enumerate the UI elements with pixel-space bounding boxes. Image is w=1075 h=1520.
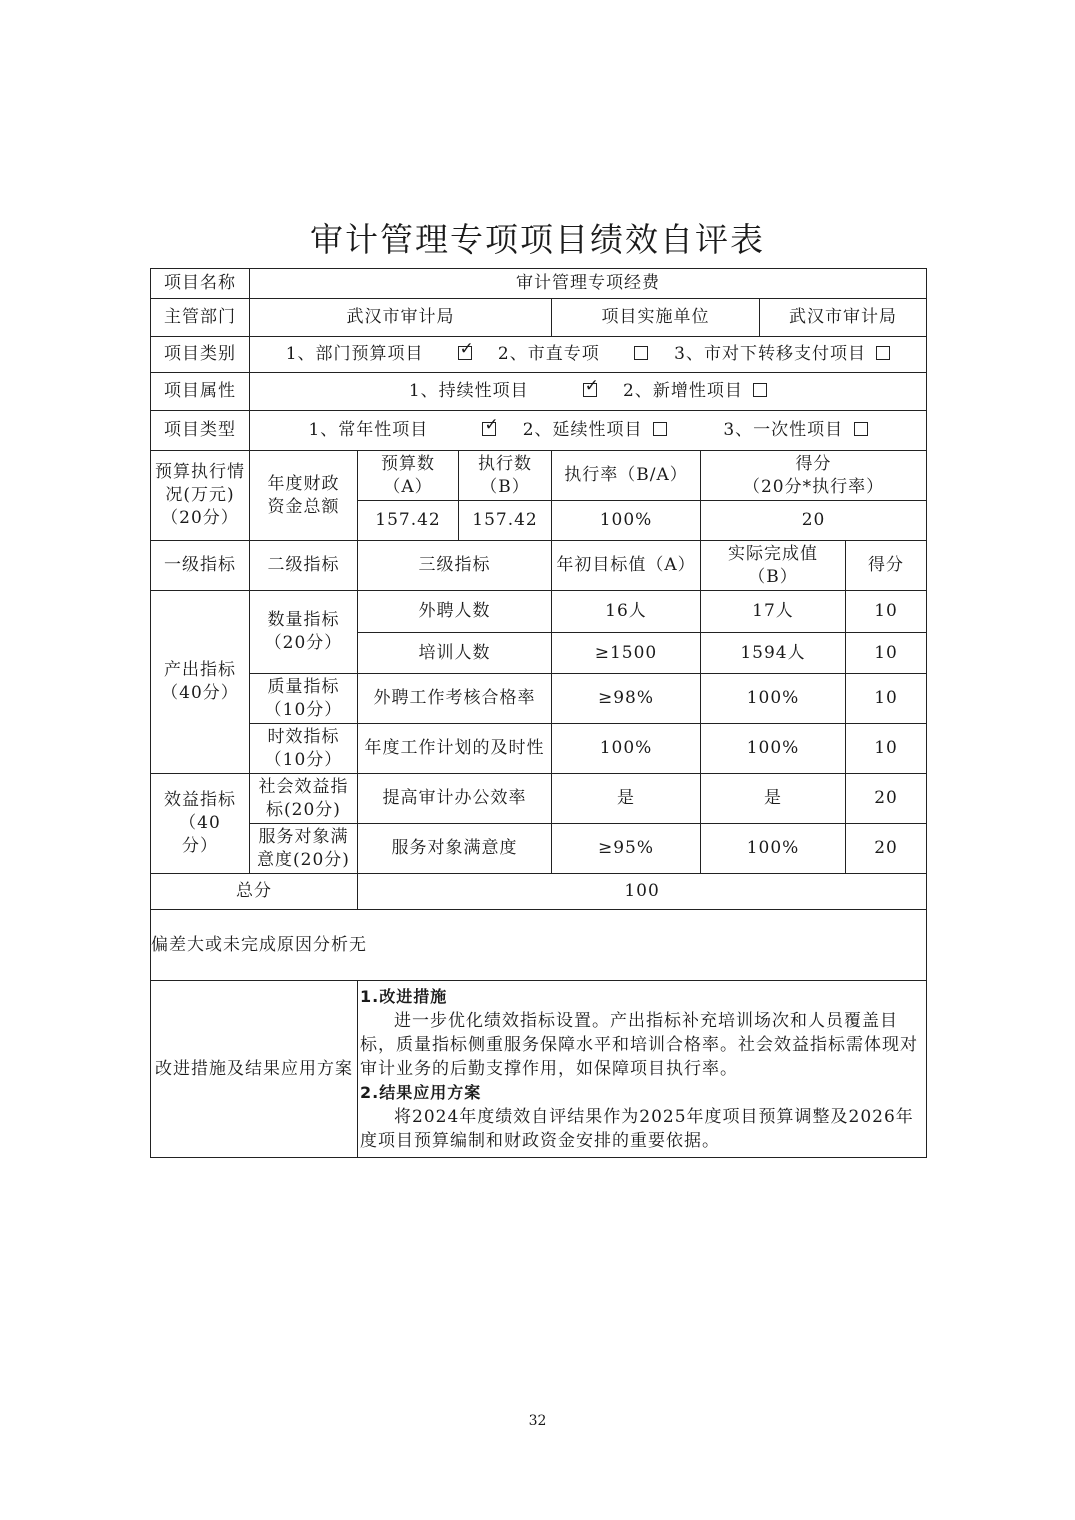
level3-header: 三级指标	[358, 541, 552, 591]
evaluation-table	[150, 268, 927, 1158]
timeliness-indicator-label	[250, 724, 358, 774]
indicator-name: 外聘工作考核合格率	[358, 674, 552, 724]
indicator-target: 是	[552, 774, 701, 824]
checkbox-checked-icon[interactable]	[458, 346, 472, 360]
budget-a-line: （A）	[383, 476, 433, 497]
dept-value: 武汉市审计局	[250, 299, 552, 337]
budget-b-header	[459, 451, 552, 501]
quantity-indicator-label	[250, 591, 358, 674]
checkbox-checked-icon[interactable]	[482, 422, 496, 436]
funds-label-line: 资金总额	[267, 496, 340, 517]
attribute-label: 项目属性	[151, 373, 250, 411]
exec-rate-header: 执行率（B/A）	[552, 451, 701, 501]
quality-label-line: （10分）	[264, 699, 343, 720]
indicator-target: 100%	[552, 724, 701, 774]
budget-a-header	[358, 451, 459, 501]
deviation-label: 偏差大或未完成原因分析	[151, 934, 349, 955]
social-label-line: 标(20分)	[266, 799, 341, 820]
table-row	[151, 824, 927, 874]
indicator-score: 20	[846, 824, 927, 874]
checkbox-icon[interactable]	[854, 422, 868, 436]
indicator-score: 10	[846, 633, 927, 674]
checkbox-icon[interactable]	[753, 383, 767, 397]
total-label: 总分	[151, 874, 358, 910]
budget-score-line: （20分*执行率）	[742, 476, 885, 497]
table-row	[151, 774, 927, 824]
table-row	[151, 674, 927, 724]
level2-header: 二级指标	[250, 541, 358, 591]
table-row	[151, 724, 927, 774]
indicator-score: 20	[846, 774, 927, 824]
indicator-score: 10	[846, 724, 927, 774]
budget-b-line: 执行数	[478, 453, 532, 474]
type-option-text: 1、常年性项目	[308, 420, 429, 440]
budget-label	[151, 451, 250, 541]
project-name-value: 审计管理专项经费	[250, 269, 927, 299]
actual-header-line: （B）	[748, 566, 798, 587]
category-option-text: 3、市对下转移支付项目	[674, 344, 866, 364]
dept-label: 主管部门	[151, 299, 250, 337]
indicator-score: 10	[846, 591, 927, 633]
checkbox-icon[interactable]	[876, 346, 890, 360]
output-label	[151, 591, 250, 774]
type-option-text: 2、延续性项目	[522, 420, 643, 440]
result-heading: 2.结果应用方案	[360, 1083, 482, 1102]
indicator-actual: 1594人	[701, 633, 846, 674]
indicator-name: 外聘人数	[358, 591, 552, 633]
quality-indicator-label	[250, 674, 358, 724]
type-options	[250, 411, 927, 451]
social-label-line: 社会效益指	[258, 776, 349, 797]
indicator-target: ≥1500	[552, 633, 701, 674]
category-label: 项目类别	[151, 337, 250, 373]
time-label-line: 时效指标	[267, 726, 340, 747]
exec-rate-value: 100%	[552, 501, 701, 541]
budget-b-line: （B）	[480, 476, 530, 497]
budget-b-value: 157.42	[459, 501, 552, 541]
quantity-label-line: （20分）	[264, 633, 343, 653]
type-option-text: 3、一次性项目	[723, 420, 844, 440]
indicator-score: 10	[846, 674, 927, 724]
budget-label-line: （20分）	[161, 508, 239, 528]
benefit-label-line: 效益指标	[164, 790, 236, 810]
budget-label-line: 预算执行情	[155, 462, 245, 482]
page-title: 审计管理专项项目绩效自评表	[310, 220, 765, 259]
service-label-line: 服务对象满	[258, 826, 349, 847]
improvement-label: 改进措施及结果应用方案	[151, 981, 358, 1158]
benefit-label-line: （40	[179, 813, 221, 833]
benefit-label-line: 分）	[182, 836, 218, 856]
budget-score-line: 得分	[795, 453, 832, 474]
funds-total-label	[250, 451, 358, 541]
service-satisfaction-label	[250, 824, 358, 874]
deviation-cell	[151, 910, 927, 981]
checkbox-checked-icon[interactable]	[583, 383, 597, 397]
budget-score-value: 20	[701, 501, 927, 541]
type-label: 项目类型	[151, 411, 250, 451]
social-benefit-label	[250, 774, 358, 824]
checkbox-icon[interactable]	[653, 422, 667, 436]
unit-label: 项目实施单位	[552, 299, 760, 337]
indicator-actual: 17人	[701, 591, 846, 633]
budget-label-line: 况(万元)	[165, 485, 235, 505]
improvement-content	[358, 981, 927, 1158]
indicator-name: 培训人数	[358, 633, 552, 674]
category-option-text: 1、部门预算项目	[285, 344, 424, 364]
actual-header-line: 实际完成值	[728, 543, 818, 564]
output-label-line: 产出指标	[164, 660, 236, 680]
project-name-label: 项目名称	[151, 269, 250, 299]
indicator-name: 年度工作计划的及时性	[358, 724, 552, 774]
level1-header: 一级指标	[151, 541, 250, 591]
attribute-option-text: 1、持续性项目	[408, 381, 529, 401]
table-row	[151, 591, 927, 633]
result-paragraph: 将2024年度绩效自评结果作为2025年度项目预算调整及2026年度项目预算编制和财政资金安排的重要依据。	[360, 1107, 914, 1151]
indicator-target: ≥95%	[552, 824, 701, 874]
attribute-option-text: 2、新增性项目	[623, 381, 743, 401]
time-label-line: （10分）	[264, 749, 343, 770]
funds-label-line: 年度财政	[267, 473, 340, 494]
indicator-actual: 100%	[701, 824, 846, 874]
output-label-line: （40分）	[161, 683, 239, 703]
indicator-target: ≥98%	[552, 674, 701, 724]
indicator-target: 16人	[552, 591, 701, 633]
actual-header	[701, 541, 846, 591]
unit-value: 武汉市审计局	[760, 299, 927, 337]
service-label-line: 意度(20分)	[257, 849, 350, 870]
checkbox-icon[interactable]	[634, 346, 648, 360]
budget-a-value: 157.42	[358, 501, 459, 541]
improvement-heading: 1.改进措施	[360, 987, 448, 1006]
budget-a-line: 预算数	[381, 453, 435, 474]
indicator-actual: 是	[701, 774, 846, 824]
benefit-label	[151, 774, 250, 874]
page-number: 32	[528, 1413, 547, 1429]
quantity-label-line: 数量指标	[267, 610, 340, 630]
indicator-name: 提高审计办公效率	[358, 774, 552, 824]
budget-score-header	[701, 451, 927, 501]
deviation-value: 无	[349, 934, 367, 955]
category-options	[250, 337, 927, 373]
total-value: 100	[358, 874, 927, 910]
improvement-paragraph: 进一步优化绩效指标设置。产出指标补充培训场次和人员覆盖目标，质量指标侧重服务保障水平和培训合格率。社会效益指标需体现对审计业务的后勤支撑作用，如保障项目执行率。	[360, 1011, 918, 1079]
quality-label-line: 质量指标	[267, 676, 340, 697]
indicator-actual: 100%	[701, 674, 846, 724]
target-header: 年初目标值（A）	[552, 541, 701, 591]
indicator-actual: 100%	[701, 724, 846, 774]
attribute-options	[250, 373, 927, 411]
score-header: 得分	[846, 541, 927, 591]
category-option-text: 2、市直专项	[497, 344, 600, 364]
indicator-name: 服务对象满意度	[358, 824, 552, 874]
